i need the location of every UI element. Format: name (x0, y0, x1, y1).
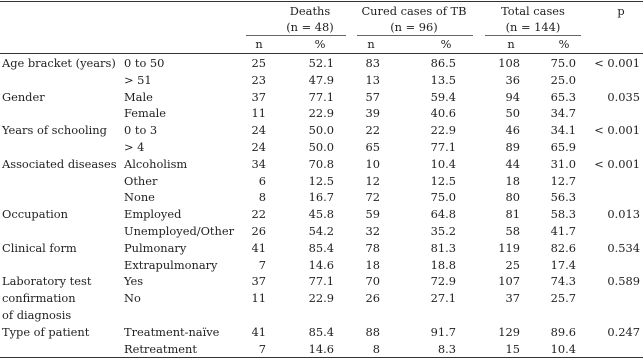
total-n-cell: 25 (505, 257, 520, 272)
total-pct-cell: 31.0 (550, 156, 576, 171)
deaths-n-cell: 11 (251, 106, 266, 121)
cured-n-cell: 26 (365, 291, 380, 306)
cured-n-cell: 70 (365, 274, 380, 289)
cured-n-cell: 8 (372, 341, 380, 356)
deaths-pct-cell: 16.7 (308, 190, 334, 205)
total-header (483, 3, 583, 35)
total-n-cell: 37 (505, 291, 520, 306)
cured-pct-cell: 27.1 (430, 291, 456, 306)
col-pct: % (314, 37, 326, 51)
cured-n-cell: 78 (365, 240, 380, 255)
cured-n-cell: 88 (365, 324, 380, 339)
total-pct-cell: 41.7 (550, 224, 576, 238)
category-cell: Employed (124, 207, 182, 222)
cured-n-cell: 18 (365, 257, 380, 272)
deaths-pct-cell: 14.6 (308, 341, 334, 356)
variable-cell: Years of schooling (2, 123, 107, 138)
total-pct-cell: 65.3 (550, 89, 576, 104)
deaths-n-cell: 22 (251, 207, 266, 222)
category-cell: > 4 (124, 140, 145, 154)
category-cell: Female (124, 106, 166, 121)
cured-pct-cell: 18.8 (430, 257, 456, 272)
deaths-n-cell: 24 (251, 140, 266, 154)
cured-pct-cell: 81.3 (430, 240, 456, 255)
total-n-cell: 80 (505, 190, 520, 205)
col-n: n (367, 37, 375, 51)
total-pct-cell: 12.7 (550, 173, 576, 188)
p-value-cell: 0.534 (607, 240, 640, 255)
total-pct-cell: 74.3 (550, 274, 576, 289)
deaths-n-cell: 7 (258, 341, 266, 356)
cured-n-cell: 59 (365, 207, 380, 222)
category-cell: Other (124, 173, 158, 188)
cured-underline (357, 35, 473, 36)
deaths-pct-cell: 85.4 (308, 324, 334, 339)
variable-cell: Type of patient (2, 324, 90, 339)
total-n-cell: 119 (498, 240, 520, 255)
deaths-pct-cell: 70.8 (308, 156, 334, 171)
total-n-cell: 36 (505, 72, 520, 87)
total-underline (485, 35, 581, 36)
variable-cell: Associated diseases (2, 156, 117, 171)
deaths-n-cell: 41 (251, 240, 266, 255)
bottom-rule (0, 357, 643, 358)
total-n-cell: 89 (505, 140, 520, 154)
group-title: Cured cases of TB (361, 4, 467, 18)
total-n-cell: 107 (498, 274, 520, 289)
deaths-n-cell: 41 (251, 324, 266, 339)
p-value-cell: < 0.001 (594, 56, 640, 70)
cured-pct-cell: 91.7 (430, 324, 456, 339)
total-pct-cell: 65.9 (550, 140, 576, 154)
variable-cell: Occupation (2, 207, 68, 222)
cured-n-cell: 72 (365, 190, 380, 205)
deaths-n-cell: 25 (251, 56, 266, 70)
deaths-n-cell: 8 (258, 190, 266, 205)
total-n-cell: 44 (505, 156, 520, 171)
category-cell: Alcoholism (124, 156, 188, 171)
col-n: n (255, 37, 263, 51)
deaths-pct-cell: 52.1 (308, 56, 334, 70)
deaths-pct-cell: 85.4 (308, 240, 334, 255)
total-pct-cell: 82.6 (550, 240, 576, 255)
category-cell: 0 to 50 (124, 56, 165, 70)
total-n-cell: 58 (505, 224, 520, 238)
deaths-n-cell: 6 (258, 173, 266, 188)
total-pct-cell: 89.6 (550, 324, 576, 339)
total-pct-cell: 10.4 (550, 341, 576, 356)
total-pct-cell: 34.7 (550, 106, 576, 121)
p-value-cell: < 0.001 (594, 156, 640, 171)
total-n-cell: 15 (505, 341, 520, 356)
p-header: p (617, 4, 625, 18)
cured-pct-cell: 86.5 (430, 56, 456, 70)
deaths-pct-cell: 50.0 (308, 123, 334, 138)
total-n-cell: 94 (505, 89, 520, 104)
category-cell: Yes (124, 274, 144, 289)
total-pct-cell: 25.0 (550, 72, 576, 87)
cured-pct-cell: 10.4 (430, 156, 456, 171)
col-pct: % (558, 37, 570, 51)
total-n-cell: 108 (498, 56, 520, 70)
cured-pct-cell: 64.8 (430, 207, 456, 222)
deaths-n-cell: 37 (251, 89, 266, 104)
variable-cell: Laboratory test (2, 274, 92, 289)
p-value-cell: 0.013 (607, 207, 640, 222)
deaths-n-cell: 26 (251, 224, 266, 238)
cured-pct-cell: 12.5 (430, 173, 456, 188)
deaths-n-cell: 37 (251, 274, 266, 289)
col-pct: % (440, 37, 452, 51)
deaths-n-cell: 24 (251, 123, 266, 138)
group-subtitle: (n = 144) (505, 20, 561, 34)
group-subtitle: (n = 96) (390, 20, 438, 34)
category-cell: Extrapulmonary (124, 257, 218, 272)
deaths-n-cell: 34 (251, 156, 266, 171)
total-pct-cell: 75.0 (550, 56, 576, 70)
group-subtitle: (n = 48) (286, 20, 334, 34)
header-rule (0, 53, 643, 54)
category-cell: Pulmonary (124, 240, 187, 255)
total-pct-cell: 25.7 (550, 291, 576, 306)
variable-cell: confirmation (2, 291, 76, 306)
total-n-cell: 129 (498, 324, 520, 339)
total-pct-cell: 17.4 (550, 257, 576, 272)
p-value-cell: 0.589 (607, 274, 640, 289)
cured-n-cell: 13 (365, 72, 380, 87)
total-n-cell: 50 (505, 106, 520, 121)
cured-n-cell: 32 (365, 224, 380, 238)
p-value-cell: 0.035 (607, 89, 640, 104)
total-pct-cell: 58.3 (550, 207, 576, 222)
variable-cell: Gender (2, 89, 45, 104)
p-value-cell: < 0.001 (594, 123, 640, 138)
cured-pct-cell: 22.9 (430, 123, 456, 138)
cured-n-cell: 83 (365, 56, 380, 70)
p-value-cell: 0.247 (607, 324, 640, 339)
deaths-pct-cell: 14.6 (308, 257, 334, 272)
total-n-cell: 46 (505, 123, 520, 138)
category-cell: No (124, 291, 141, 306)
total-pct-cell: 34.1 (550, 123, 576, 138)
cured-n-cell: 57 (365, 89, 380, 104)
group-title: Deaths (289, 4, 331, 18)
deaths-n-cell: 7 (258, 257, 266, 272)
group-title: Total cases (501, 4, 565, 18)
deaths-pct-cell: 47.9 (308, 72, 334, 87)
deaths-pct-cell: 50.0 (308, 140, 334, 154)
deaths-pct-cell: 77.1 (308, 274, 334, 289)
col-n: n (507, 37, 515, 51)
total-n-cell: 81 (505, 207, 520, 222)
deaths-pct-cell: 12.5 (308, 173, 334, 188)
cured-pct-cell: 72.9 (430, 274, 456, 289)
cured-pct-cell: 40.6 (430, 106, 456, 121)
cured-pct-cell: 59.4 (430, 89, 456, 104)
category-cell: Retreatment (124, 341, 197, 356)
deaths-pct-cell: 54.2 (308, 224, 334, 238)
total-n-cell: 18 (505, 173, 520, 188)
cured-pct-cell: 8.3 (437, 341, 456, 356)
variable-cell: Clinical form (2, 240, 77, 255)
cured-n-cell: 39 (365, 106, 380, 121)
cured-n-cell: 10 (365, 156, 380, 171)
total-pct-cell: 56.3 (550, 190, 576, 205)
deaths-n-cell: 11 (251, 291, 266, 306)
category-cell: Male (124, 89, 153, 104)
cured-n-cell: 65 (365, 140, 380, 154)
variable-cell: of diagnosis (2, 308, 72, 322)
deaths-pct-cell: 45.8 (308, 207, 334, 222)
deaths-pct-cell: 77.1 (308, 89, 334, 104)
cured-pct-cell: 75.0 (430, 190, 456, 205)
cured-pct-cell: 77.1 (430, 140, 456, 154)
category-cell: None (124, 190, 155, 205)
cured-n-cell: 22 (365, 123, 380, 138)
deaths-n-cell: 23 (251, 72, 266, 87)
deaths-pct-cell: 22.9 (308, 291, 334, 306)
cured-header (352, 3, 476, 35)
category-cell: Unemployed/Other (124, 224, 235, 238)
variable-cell: Age bracket (years) (2, 56, 116, 70)
top-rule (0, 1, 643, 2)
cured-pct-cell: 13.5 (430, 72, 456, 87)
category-cell: Treatment-naïve (124, 324, 220, 339)
category-cell: > 51 (124, 72, 152, 87)
deaths-pct-cell: 22.9 (308, 106, 334, 121)
cured-pct-cell: 35.2 (430, 224, 456, 238)
category-cell: 0 to 3 (124, 123, 158, 138)
deaths-underline (246, 35, 346, 36)
cured-n-cell: 12 (365, 173, 380, 188)
